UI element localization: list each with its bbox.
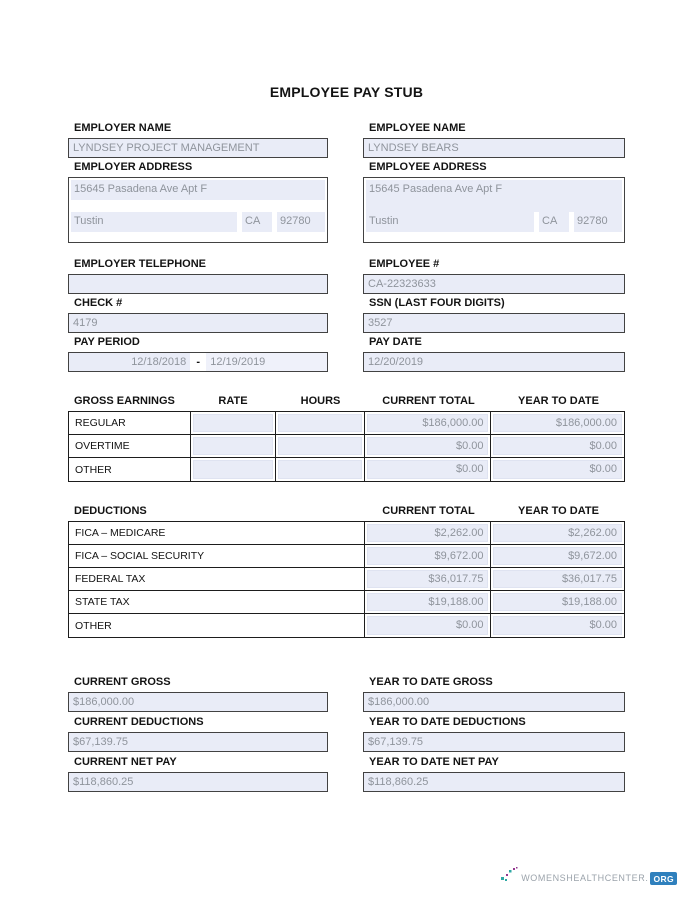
deductions-federal-tax-year-to-date-field[interactable]: $36,017.75 [493,570,622,588]
deductions-row-federal-tax [69,568,624,591]
earnings-header-label: GROSS EARNINGS [74,395,175,407]
deductions-fica-medicare-current-total-field[interactable]: $2,262.00 [367,524,489,542]
deductions-header-current-total: CURRENT TOTAL [382,505,475,517]
deductions-row-other [69,614,624,637]
current-gross-field[interactable]: $186,000.00 [68,692,328,712]
employer-city-field[interactable]: Tustin [71,212,237,232]
pay-period-end-field[interactable]: 12/19/2019 [206,353,327,371]
deductions-row-fica-social-security [69,545,624,568]
deductions-header-year-to-date: YEAR TO DATE [518,505,599,517]
deductions-fica-ss-year-to-date-field[interactable]: $9,672.00 [493,547,622,565]
employee-name-label: EMPLOYEE NAME [369,122,466,134]
ytd-deductions-label: YEAR TO DATE DEDUCTIONS [369,716,526,728]
employer-address-line-field[interactable]: 15645 Pasadena Ave Apt F [71,180,325,200]
current-gross-label: CURRENT GROSS [74,676,171,688]
earnings-regular-current-total-field[interactable]: $186,000.00 [367,414,489,432]
earnings-header-year-to-date: YEAR TO DATE [518,395,599,407]
employer-name-field[interactable]: LYNDSEY PROJECT MANAGEMENT [68,138,328,158]
page-title: EMPLOYEE PAY STUB [269,84,424,100]
deductions-row-state-tax [69,591,624,614]
earnings-row-other [69,458,624,481]
employer-telephone-label: EMPLOYER TELEPHONE [74,258,207,270]
employee-state-field[interactable]: CA [539,212,569,232]
earnings-row-label: OVERTIME [69,435,191,457]
deductions-state-tax-current-total-field[interactable]: $19,188.00 [367,593,489,611]
earnings-regular-year-to-date-field[interactable]: $186,000.00 [493,414,622,432]
earnings-regular-hours-field[interactable] [278,414,362,432]
earnings-header-current-total: CURRENT TOTAL [382,395,475,407]
earnings-header-hours: HOURS [300,395,341,407]
employer-address-label: EMPLOYER ADDRESS [74,161,193,173]
brand-logo [500,869,677,887]
employee-name-field[interactable]: LYNDSEY BEARS [363,138,625,158]
deductions-row-label: STATE TAX [69,591,365,613]
earnings-other-hours-field[interactable] [278,460,362,479]
pay-period-field [68,352,328,372]
pay-date-label: PAY DATE [369,336,422,348]
employee-city-field[interactable]: Tustin [366,212,534,232]
employer-address-box [68,177,328,243]
deductions-row-fica-medicare [69,522,624,545]
pay-period-label: PAY PERIOD [74,336,140,348]
org-badge: ORG [650,872,677,885]
deductions-header-label: DEDUCTIONS [74,505,147,517]
current-deductions-field[interactable]: $67,139.75 [68,732,328,752]
deductions-fica-ss-current-total-field[interactable]: $9,672.00 [367,547,489,565]
earnings-row-overtime [69,435,624,458]
deductions-table [68,521,625,638]
current-deductions-label: CURRENT DEDUCTIONS [74,716,204,728]
employee-address-box [363,177,625,243]
deductions-fica-medicare-year-to-date-field[interactable]: $2,262.00 [493,524,622,542]
pay-period-dash: - [196,356,201,368]
employee-address-label: EMPLOYEE ADDRESS [369,161,487,173]
employer-name-label: EMPLOYER NAME [74,122,172,134]
deductions-other-year-to-date-field[interactable]: $0.00 [493,616,622,635]
earnings-regular-rate-field[interactable] [193,414,274,432]
employer-telephone-field[interactable] [68,274,328,294]
employee-address-line-field[interactable]: 15645 Pasadena Ave Apt F [366,180,622,212]
earnings-header-rate: RATE [218,395,248,407]
check-number-label: CHECK # [74,297,123,309]
current-net-pay-field[interactable]: $118,860.25 [68,772,328,792]
deductions-row-label: OTHER [69,614,365,637]
check-number-field[interactable]: 4179 [68,313,328,333]
deductions-row-label: FICA – SOCIAL SECURITY [69,545,365,567]
ssn-label: SSN (LAST FOUR DIGITS) [369,297,505,309]
earnings-row-label: REGULAR [69,412,191,434]
earnings-table [68,411,625,482]
deductions-row-label: FEDERAL TAX [69,568,365,590]
ssn-field[interactable]: 3527 [363,313,625,333]
deductions-other-current-total-field[interactable]: $0.00 [367,616,489,635]
current-net-pay-label: CURRENT NET PAY [74,756,177,768]
earnings-overtime-hours-field[interactable] [278,437,362,455]
earnings-other-year-to-date-field[interactable]: $0.00 [493,460,622,479]
earnings-other-rate-field[interactable] [193,460,274,479]
pay-date-field[interactable]: 12/20/2019 [363,352,625,372]
employer-zip-field[interactable]: 92780 [277,212,325,232]
deductions-federal-tax-current-total-field[interactable]: $36,017.75 [367,570,489,588]
earnings-row-label: OTHER [69,458,191,481]
earnings-row-regular [69,412,624,435]
ytd-deductions-field[interactable]: $67,139.75 [363,732,625,752]
employee-number-label: EMPLOYEE # [369,258,440,270]
earnings-overtime-rate-field[interactable] [193,437,274,455]
earnings-overtime-year-to-date-field[interactable]: $0.00 [493,437,622,455]
ytd-net-pay-label: YEAR TO DATE NET PAY [369,756,499,768]
ytd-gross-field[interactable]: $186,000.00 [363,692,625,712]
brand-name: WOMENSHEALTHCENTER. [521,873,649,883]
ytd-net-pay-field[interactable]: $118,860.25 [363,772,625,792]
employee-zip-field[interactable]: 92780 [574,212,622,232]
ytd-gross-label: YEAR TO DATE GROSS [369,676,493,688]
earnings-other-current-total-field[interactable]: $0.00 [367,460,489,479]
employer-state-field[interactable]: CA [242,212,272,232]
employee-number-field[interactable]: CA-22323633 [363,274,625,294]
earnings-overtime-current-total-field[interactable]: $0.00 [367,437,489,455]
dots-icon [500,866,518,887]
pay-period-start-field[interactable]: 12/18/2018 [69,353,190,371]
deductions-row-label: FICA – MEDICARE [69,522,365,544]
deductions-state-tax-year-to-date-field[interactable]: $19,188.00 [493,593,622,611]
